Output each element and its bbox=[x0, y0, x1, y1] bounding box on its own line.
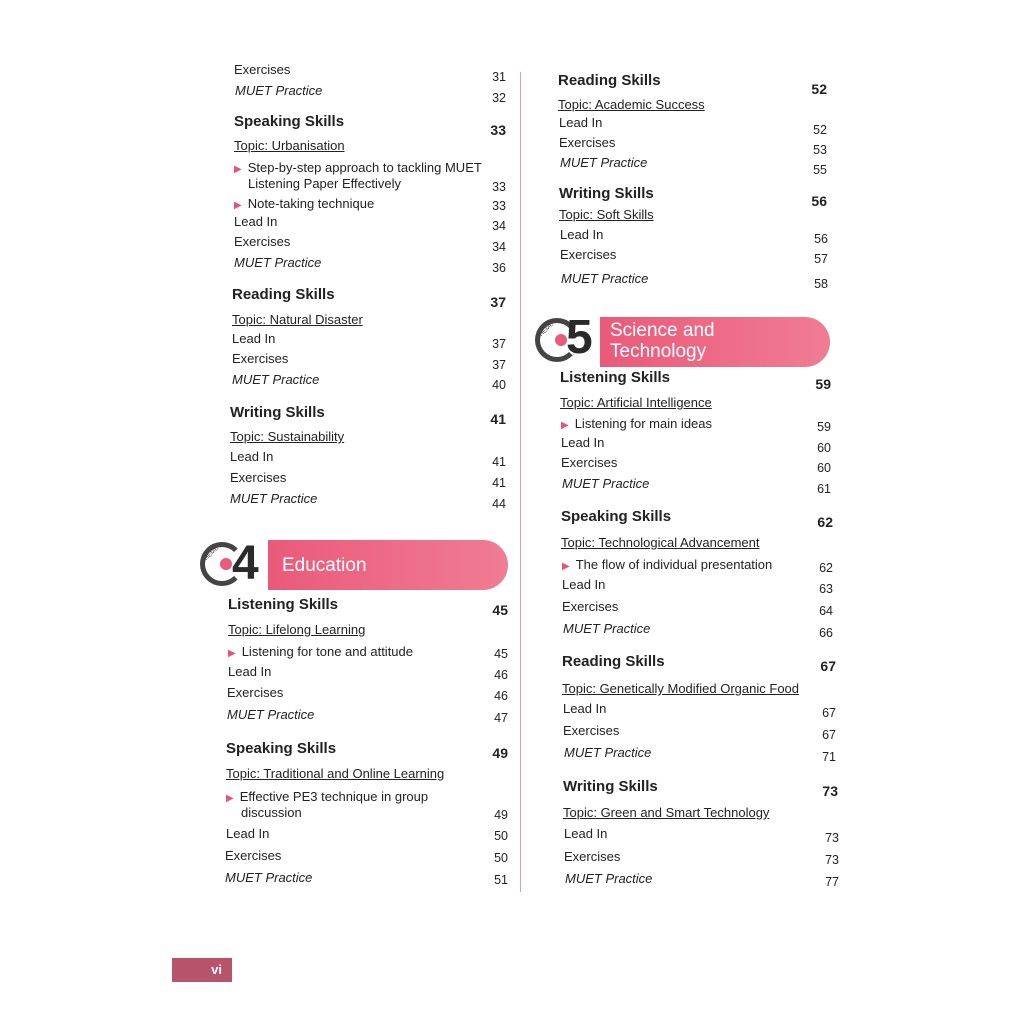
page-number: 36 bbox=[492, 261, 506, 275]
page-number: 57 bbox=[814, 252, 828, 266]
page-number: 77 bbox=[825, 875, 839, 889]
page-number: 60 bbox=[817, 461, 831, 475]
page-number: 33 bbox=[490, 122, 506, 138]
toc-bullet-item[interactable] bbox=[228, 644, 413, 662]
page-number: 73 bbox=[822, 783, 838, 799]
section-heading-writing[interactable]: Writing Skills bbox=[559, 185, 654, 202]
bullet-text: Effective PE3 technique in group bbox=[239, 789, 429, 804]
page-number: 33 bbox=[492, 199, 506, 213]
page-number: 47 bbox=[494, 711, 508, 725]
page-number: 32 bbox=[492, 91, 506, 105]
theme-number: 5 bbox=[566, 311, 593, 364]
page-number: 52 bbox=[811, 81, 827, 97]
page-number: 34 bbox=[492, 240, 506, 254]
section-heading-speaking[interactable]: Speaking Skills bbox=[561, 508, 672, 525]
toc-entry-muet-practice[interactable]: MUET Practice bbox=[563, 621, 651, 636]
page-number: 71 bbox=[822, 750, 836, 764]
toc-entry-muet-practice[interactable]: MUET Practice bbox=[225, 870, 313, 885]
page-number: 73 bbox=[825, 853, 839, 867]
toc-bullet-item[interactable] bbox=[561, 416, 712, 434]
toc-entry-muet-practice[interactable]: MUET Practice bbox=[234, 255, 322, 270]
toc-entry-exercises[interactable]: Exercises bbox=[227, 685, 284, 700]
toc-entry-lead-in[interactable]: Lead In bbox=[563, 701, 607, 716]
page-number: 52 bbox=[813, 123, 827, 137]
bullet-text: Listening for tone and attitude bbox=[241, 644, 413, 659]
page-number: 37 bbox=[490, 294, 506, 310]
topic-natural-disaster[interactable]: Topic: Natural Disaster bbox=[232, 312, 363, 327]
bullet-text: The flow of individual presentation bbox=[575, 557, 773, 572]
page-number: 67 bbox=[822, 728, 836, 742]
page-number: 44 bbox=[492, 497, 506, 511]
theme-title-line-1: Science and bbox=[610, 320, 715, 341]
bullet-text-continued: discussion bbox=[241, 805, 302, 820]
page-number: 37 bbox=[492, 337, 506, 351]
section-heading-speaking[interactable]: Speaking Skills bbox=[226, 740, 337, 757]
toc-entry-muet-practice[interactable]: MUET Practice bbox=[564, 745, 652, 760]
page-number: 31 bbox=[492, 70, 506, 84]
toc-entry-lead-in[interactable]: Lead In bbox=[560, 227, 604, 242]
page-number: 60 bbox=[817, 441, 831, 455]
page-number: 67 bbox=[822, 706, 836, 720]
theme-tag: THEME bbox=[200, 545, 221, 565]
page-number: 59 bbox=[815, 376, 831, 392]
toc-entry-muet-practice[interactable]: MUET Practice bbox=[232, 372, 320, 387]
topic-academic-success[interactable]: Topic: Academic Success bbox=[558, 97, 705, 112]
topic-lifelong-learning[interactable]: Topic: Lifelong Learning bbox=[228, 622, 366, 637]
toc-entry-muet-practice[interactable]: MUET Practice bbox=[562, 476, 650, 491]
bullet-arrow-icon: ▶ bbox=[234, 164, 242, 175]
topic-technological-advancement[interactable]: Topic: Technological Advancement bbox=[561, 535, 760, 550]
page-number: 50 bbox=[494, 829, 508, 843]
toc-entry-exercises[interactable]: Exercises bbox=[234, 62, 291, 77]
toc-bullet-item[interactable] bbox=[562, 557, 772, 575]
page-number: 53 bbox=[813, 143, 827, 157]
bullet-arrow-icon: ▶ bbox=[228, 648, 236, 659]
page-number: 33 bbox=[492, 180, 506, 194]
page-number: 46 bbox=[494, 668, 508, 682]
page-number-tab bbox=[172, 958, 232, 982]
page-number: 41 bbox=[492, 476, 506, 490]
toc-entry-lead-in[interactable]: Lead In bbox=[234, 214, 278, 229]
toc-entry-lead-in[interactable]: Lead In bbox=[564, 826, 608, 841]
toc-entry-exercises[interactable]: Exercises bbox=[559, 135, 616, 150]
topic-gm-organic-food[interactable]: Topic: Genetically Modified Organic Food bbox=[562, 681, 800, 696]
bullet-arrow-icon: ▶ bbox=[562, 561, 570, 572]
toc-entry-exercises[interactable]: Exercises bbox=[225, 848, 282, 863]
column-divider bbox=[520, 72, 521, 892]
bullet-text-continued: Listening Paper Effectively bbox=[248, 176, 401, 191]
toc-entry-lead-in[interactable]: Lead In bbox=[559, 115, 603, 130]
page-number: 61 bbox=[817, 482, 831, 496]
page-number: 56 bbox=[814, 232, 828, 246]
toc-entry-exercises[interactable]: Exercises bbox=[563, 723, 620, 738]
topic-artificial-intelligence[interactable]: Topic: Artificial Intelligence bbox=[560, 395, 712, 410]
page-number: 59 bbox=[817, 420, 831, 434]
page-number: 45 bbox=[492, 602, 508, 618]
toc-entry-lead-in[interactable]: Lead In bbox=[230, 449, 274, 464]
bullet-arrow-icon: ▶ bbox=[234, 200, 242, 211]
page-number: 55 bbox=[813, 163, 827, 177]
toc-entry-muet-practice[interactable]: MUET Practice bbox=[561, 271, 649, 286]
section-heading-writing[interactable]: Writing Skills bbox=[563, 778, 658, 795]
page-number: 58 bbox=[814, 277, 828, 291]
toc-entry-exercises[interactable]: Exercises bbox=[562, 599, 619, 614]
bullet-text: Listening for main ideas bbox=[574, 416, 713, 431]
theme-dot-icon bbox=[220, 558, 232, 570]
toc-entry-lead-in[interactable]: Lead In bbox=[228, 664, 272, 679]
page-number: 41 bbox=[490, 411, 506, 427]
toc-entry-exercises[interactable]: Exercises bbox=[232, 351, 289, 366]
topic-soft-skills[interactable]: Topic: Soft Skills bbox=[559, 207, 654, 222]
toc-entry-exercises[interactable]: Exercises bbox=[564, 849, 621, 864]
topic-sustainability[interactable]: Topic: Sustainability bbox=[230, 429, 345, 444]
bullet-arrow-icon: ▶ bbox=[226, 793, 234, 804]
page-number: 62 bbox=[819, 561, 833, 575]
toc-entry-muet-practice[interactable]: MUET Practice bbox=[560, 155, 648, 170]
toc-entry-exercises[interactable]: Exercises bbox=[560, 247, 617, 262]
page-number: 73 bbox=[825, 831, 839, 845]
theme-title: Education bbox=[282, 555, 367, 576]
section-heading-speaking[interactable]: Speaking Skills bbox=[234, 113, 345, 130]
toc-entry-lead-in[interactable]: Lead In bbox=[562, 577, 606, 592]
page-number: 40 bbox=[492, 378, 506, 392]
page-number-label: vi bbox=[211, 962, 222, 977]
page-number: 50 bbox=[494, 851, 508, 865]
page-number: 51 bbox=[494, 873, 508, 887]
toc-entry-lead-in[interactable]: Lead In bbox=[561, 435, 605, 450]
page-number: 56 bbox=[811, 193, 827, 209]
section-heading-reading[interactable]: Reading Skills bbox=[232, 286, 335, 303]
section-heading-writing[interactable]: Writing Skills bbox=[230, 404, 325, 421]
topic-green-smart-technology[interactable]: Topic: Green and Smart Technology bbox=[563, 805, 770, 820]
bullet-arrow-icon: ▶ bbox=[561, 420, 569, 431]
page-number: 64 bbox=[819, 604, 833, 618]
section-heading-listening[interactable]: Listening Skills bbox=[228, 596, 339, 613]
toc-entry-muet-practice[interactable]: MUET Practice bbox=[230, 491, 318, 506]
toc-entry-exercises[interactable]: Exercises bbox=[230, 470, 287, 485]
page-number: 45 bbox=[494, 647, 508, 661]
toc-entry-exercises[interactable]: Exercises bbox=[234, 234, 291, 249]
bullet-text: Step-by-step approach to tackling MUET bbox=[247, 160, 482, 175]
bullet-text: Note-taking technique bbox=[247, 196, 375, 211]
theme-title-line-2: Technology bbox=[610, 341, 707, 362]
topic-traditional-online-learning[interactable]: Topic: Traditional and Online Learning bbox=[226, 766, 445, 781]
toc-entry-exercises[interactable]: Exercises bbox=[561, 455, 618, 470]
page-number: 49 bbox=[492, 745, 508, 761]
page-number: 37 bbox=[492, 358, 506, 372]
toc-entry-lead-in[interactable]: Lead In bbox=[226, 826, 270, 841]
toc-entry-lead-in[interactable]: Lead In bbox=[232, 331, 276, 346]
toc-entry-muet-practice[interactable]: MUET Practice bbox=[565, 871, 653, 886]
toc-entry-muet-practice[interactable]: MUET Practice bbox=[227, 707, 315, 722]
page-number: 41 bbox=[492, 455, 506, 469]
section-heading-reading[interactable]: Reading Skills bbox=[562, 653, 665, 670]
page-number: 46 bbox=[494, 689, 508, 703]
page-number: 66 bbox=[819, 626, 833, 640]
page-number: 67 bbox=[820, 658, 836, 674]
page-number: 62 bbox=[817, 514, 833, 530]
toc-entry-muet-practice[interactable]: MUET Practice bbox=[235, 83, 323, 98]
theme-tag: THEME bbox=[535, 321, 556, 341]
toc-bullet-item[interactable] bbox=[234, 196, 374, 214]
page-number: 63 bbox=[819, 582, 833, 596]
section-heading-reading[interactable]: Reading Skills bbox=[558, 72, 661, 89]
theme-number: 4 bbox=[232, 537, 259, 590]
page-number: 34 bbox=[492, 219, 506, 233]
page-number: 49 bbox=[494, 808, 508, 822]
section-heading-listening[interactable]: Listening Skills bbox=[560, 369, 671, 386]
topic-urbanisation[interactable]: Topic: Urbanisation bbox=[234, 138, 345, 153]
